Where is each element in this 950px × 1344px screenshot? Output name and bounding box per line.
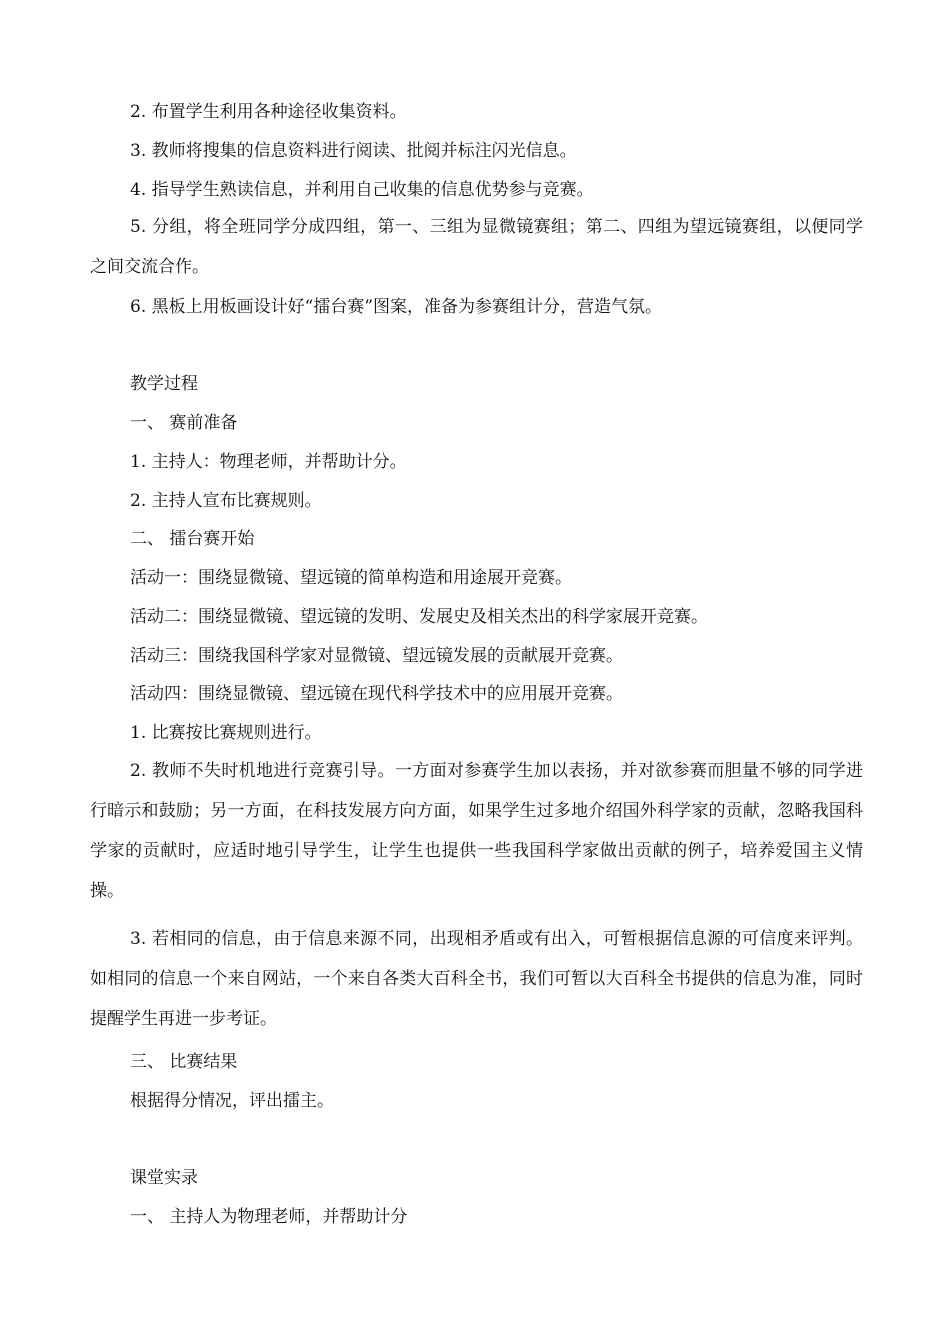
activity-1: 活动一：围绕显微镜、望远镜的简单构造和用途展开竞赛。 (130, 568, 572, 588)
prep-item-4: 4. 指导学生熟读信息，并利用自己收集的信息优势参与竞赛。 (130, 180, 594, 200)
record-section-1: 一、 主持人为物理老师，并帮助计分 (130, 1207, 408, 1227)
process-s2-item-3: 3. 若相同的信息，由于信息来源不同，出现相矛盾或有出入，可暂根据信息源的可信度来评判。如相同的信息一个来自网站，一个来自各类大百科全书，我们可暂以大百科全书提供的信息为准，同时提醒学生再进一步考证。 (90, 929, 863, 1029)
prep-item-2: 2. 布置学生利用各种途径收集资料。 (130, 102, 407, 122)
process-section-3: 三、 比赛结果 (130, 1052, 238, 1072)
result-text: 根据得分情况，评出擂主。 (130, 1091, 334, 1111)
activity-4: 活动四：围绕显微镜、望远镜在现代科学技术中的应用展开竞赛。 (130, 684, 623, 704)
record-title: 课堂实录 (130, 1168, 198, 1188)
process-section-1: 一、 赛前准备 (130, 413, 238, 433)
process-s2-item-1: 1. 比赛按比赛规则进行。 (130, 723, 322, 743)
process-s2-item-2: 2. 教师不失时机地进行竞赛引导。一方面对参赛学生加以表扬，并对欲参赛而胆量不够的同学进行暗示和鼓励；另一方面，在科技发展方向方面，如果学生过多地介绍国外科学家的贡献，忽略我国科学家的贡献时，应适时地引导学生，让学生也提供一些我国科学家做出贡献的例子，培养爱国主义情操。 (90, 761, 863, 901)
process-s1-item-2: 2. 主持人宣布比赛规则。 (130, 491, 322, 511)
prep-item-6: 6. 黑板上用板画设计好“擂台赛”图案，准备为参赛组计分，营造气氛。 (130, 297, 663, 317)
activity-3: 活动三：围绕我国科学家对显微镜、望远镜发展的贡献展开竞赛。 (130, 646, 623, 666)
prep-item-5: 5. 分组，将全班同学分成四组，第一、三组为显微镜赛组；第二、四组为望远镜赛组，以便同学之间交流合作。 (90, 217, 863, 277)
activity-2: 活动二：围绕显微镜、望远镜的发明、发展史及相关杰出的科学家展开竞赛。 (130, 607, 708, 627)
prep-item-3: 3. 教师将搜集的信息资料进行阅读、批阅并标注闪光信息。 (130, 141, 577, 161)
process-s1-item-1: 1. 主持人：物理老师，并帮助计分。 (130, 452, 407, 472)
process-title: 教学过程 (130, 374, 198, 394)
process-section-2: 二、 擂台赛开始 (130, 529, 255, 549)
